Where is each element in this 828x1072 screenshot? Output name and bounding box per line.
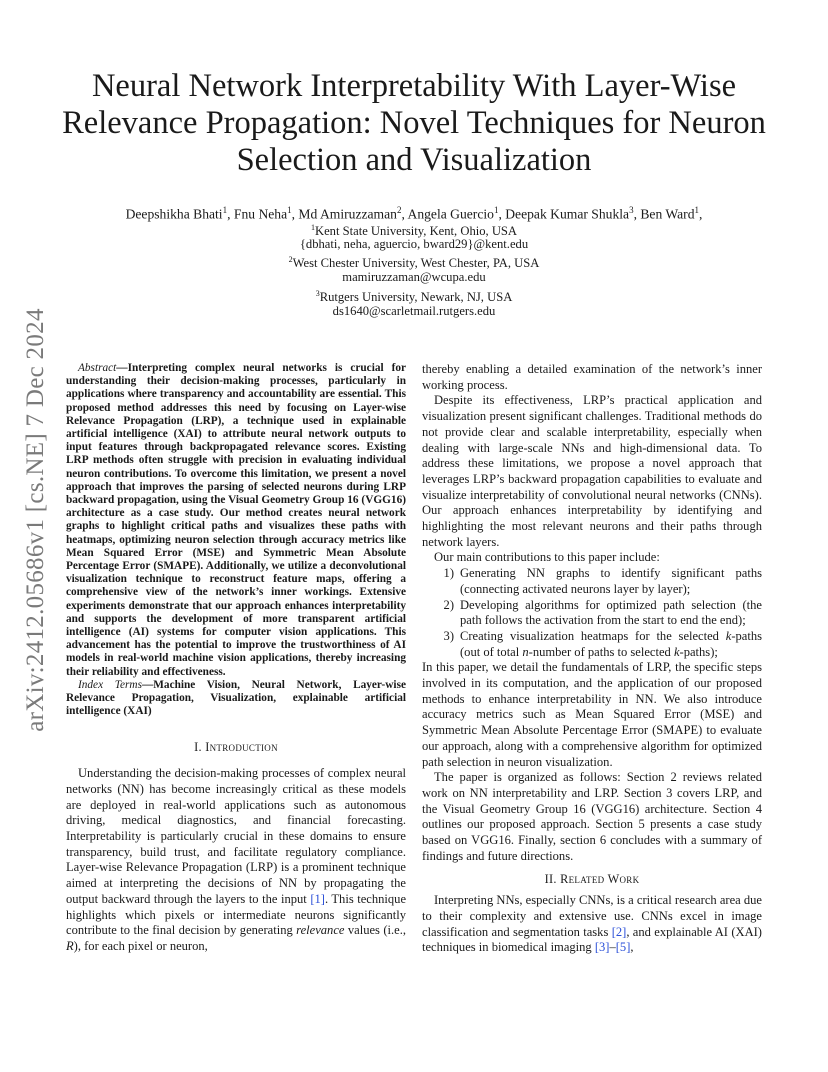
citation-link-3[interactable]: [3] bbox=[594, 940, 610, 955]
index-terms-label: Index Terms bbox=[78, 678, 142, 691]
author-affiliation-mark: 2 bbox=[396, 205, 402, 215]
section-heading-introduction: I. Introduction bbox=[194, 740, 278, 755]
author-affiliation-mark: 3 bbox=[629, 205, 634, 215]
paper-title: Neural Network Interpretability With Layer-Wise Relevance Propagation: Novel Techniques for Neuron Selection and Visualization bbox=[62, 68, 766, 178]
author-name: Angela Guercio bbox=[407, 206, 494, 222]
affiliation-1 bbox=[60, 221, 768, 238]
section-heading-related-work: II. Related Work bbox=[544, 871, 640, 886]
contribution-item: 2) Developing algorithms for optimized path selection (the path follows the activation from the start to end the end); bbox=[443, 597, 762, 628]
affiliation-2-number: 2 bbox=[288, 255, 293, 264]
author-name: Md Amiruzzaman bbox=[298, 206, 397, 222]
challenges-paragraph: Despite its effectiveness, LRP’s practical application and visualization present significant challenges. Traditional methods do not provide clear and scalable interpretability, especially when dealing with large-scale NNs and high-dimensional data. To address these limitations, we propose a novel approach that leverages LRP’s backward propagation capabilities to evaluate and visualize interpretability of convolutional neural networks (CNNs). Our approach enhances interpretability by identifying and highlighting the most relevant neurons and their paths through network layers. bbox=[422, 393, 762, 549]
author-affiliation-mark: 1 bbox=[694, 205, 700, 215]
affiliation-2-email: mamiruzzaman@wcupa.edu bbox=[342, 270, 486, 284]
author-list: Deepshikha Bhati$^1$, Fnu Neha$^1$, Md Amiruzzaman$^2$, Angela Guercio$^1$, Deepak Kumar Shukla$^3$, Ben Ward$^1$, bbox=[125, 205, 703, 222]
author-affiliation-mark: 1 bbox=[287, 205, 292, 215]
affiliation-3-text: Rutgers University, Newark, NJ, USA bbox=[319, 290, 513, 305]
intro-paragraph: Understanding the decision-making processes of complex neural networks (NN) has become increasingly critical as these models are deployed in real-world applications such as autonomous driving, medical diagnostics, and financial forecasting. Interpretability is particularly crucial in these domains to ensure transparency, build trust, and facilitate regulatory compliance. Layer-wise Relevance Propagation (LRP) is a prominent technique aimed at interpreting the decisions of NN by propagating the output backward through the layers to the input [1]. This technique highlights which pixels or intermediate neurons significantly contribute to the final decision by generating relevance values (i.e., R), for each pixel or neuron, bbox=[66, 766, 407, 953]
affiliation-3-number: 3 bbox=[315, 289, 320, 298]
author-affiliation-mark: 1 bbox=[222, 205, 228, 215]
author-name: Deepak Kumar Shukla bbox=[505, 206, 630, 222]
abstract-text: —Interpreting complex neural networks is crucial for understanding their decision-making processes, particularly in applications where transparency and accountability are essential. This proposed method addresses this need by focusing on Layer-wise Relevance Propagation (LRP), a technique used in explainable artificial intelligence (XAI) to attribute neural network outputs to input features through backpropagated relevance scores. Existing LRP methods often struggle with precision in evaluating individual neuron contributions. To overcome this limitation, we present a novel approach that improves the parsing of selected neurons during LRP backward propagation, using the Visual Geometry Group 16 (VGG16) architecture as a case study. Our method creates neural network graphs to highlight critical paths and visualizes these paths with heatmaps, optimizing neuron selection through accuracy metrics like Mean Squared Error (MSE) and Symmetric Mean Absolute Percentage Error (SMAPE). Additionally, we utilize a deconvolutional visualization technique to reconstruct feature maps, offering a comprehensive view of the network’s inner workings. Extensive experiments demonstrate that our approach enhances interpretability and supports the development of more transparent artificial intelligence (AI) systems for computer vision applications. This advancement has the potential to improve the trustworthiness of AI models in real-world machine vision applications, thereby increasing their reliability and effectiveness. bbox=[66, 362, 406, 678]
intro-continuation: thereby enabling a detailed examination of the network’s inner working process. bbox=[422, 362, 762, 392]
affiliation-1-text: Kent State University, Kent, Ohio, USA bbox=[314, 224, 518, 239]
index-terms-text: —Machine Vision, Neural Network, Layer-wise Relevance Propagation, Visualization, explainable artificial intelligence (XAI) bbox=[66, 678, 406, 718]
contribution-item: 1) Generating NN graphs to identify significant paths (connecting activated neurons layer by layer); bbox=[443, 566, 762, 596]
contributions-list bbox=[422, 566, 762, 660]
affiliation-2-text: West Chester University, West Chester, PA, USA bbox=[292, 256, 540, 271]
citation-link-5[interactable]: [5] bbox=[615, 940, 631, 955]
left-column bbox=[66, 362, 406, 955]
paper-overview-paragraph: In this paper, we detail the fundamentals of LRP, the specific steps involved in its computation, and the application of our proposed methods to enhance interpretability in NN. We also introduce accuracy metrics such as Mean Squared Error (MSE) and Symmetric Mean Absolute Percentage Error (SMAPE) to evaluate our approach, along with a comprehensive algorithm for optimized path selection in neuron visualization. bbox=[422, 660, 762, 769]
affiliation-3 bbox=[60, 287, 768, 304]
organization-paragraph: The paper is organized as follows: Section 2 reviews related work on NN interpretability and LRP. Section 3 covers LRP, and the Visual Geometry Group 16 (VGG16) architecture. Section 4 outlines our proposed approach. Section 5 presents a case study based on VGG16. Finally, section 6 concludes with a summary of findings and future directions. bbox=[422, 770, 762, 863]
affiliation-1-email: {dbhati, neha, aguercio, bward29}@kent.edu bbox=[299, 237, 529, 251]
abstract-label: Abstract bbox=[78, 362, 117, 374]
citation-link-2[interactable]: [2] bbox=[611, 924, 627, 939]
author-name: Deepshikha Bhati bbox=[125, 206, 223, 222]
affiliation-3-email: ds1640@scarletmail.rutgers.edu bbox=[332, 304, 496, 318]
author-affiliation-mark: 1 bbox=[493, 205, 499, 215]
abstract bbox=[66, 362, 406, 679]
contribution-item: 3) Creating visualization heatmaps for the selected k-paths (out of total n-number of paths to selected k-paths); bbox=[443, 628, 762, 659]
arxiv-identifier-text: arXiv:2412.05686v1 [cs.NE] 7 Dec 2024 bbox=[22, 308, 49, 732]
contributions-intro: Our main contributions to this paper include: bbox=[434, 550, 660, 565]
author-name: Fnu Neha bbox=[233, 206, 288, 222]
affiliation-1-number: 1 bbox=[310, 223, 315, 232]
author-name: Ben Ward bbox=[640, 206, 695, 222]
affiliation-2 bbox=[60, 253, 768, 270]
index-terms bbox=[66, 679, 406, 719]
related-work-paragraph: Interpreting NNs, especially CNNs, is a critical research area due to their complexity and extensive use. CNNs excel in image classification and segmentation tasks [2], and explainable AI (XAI) techniques in biomedical imaging [3]–[5], bbox=[422, 893, 762, 955]
citation-link-1[interactable]: [1] bbox=[310, 891, 325, 906]
right-column bbox=[422, 362, 762, 956]
